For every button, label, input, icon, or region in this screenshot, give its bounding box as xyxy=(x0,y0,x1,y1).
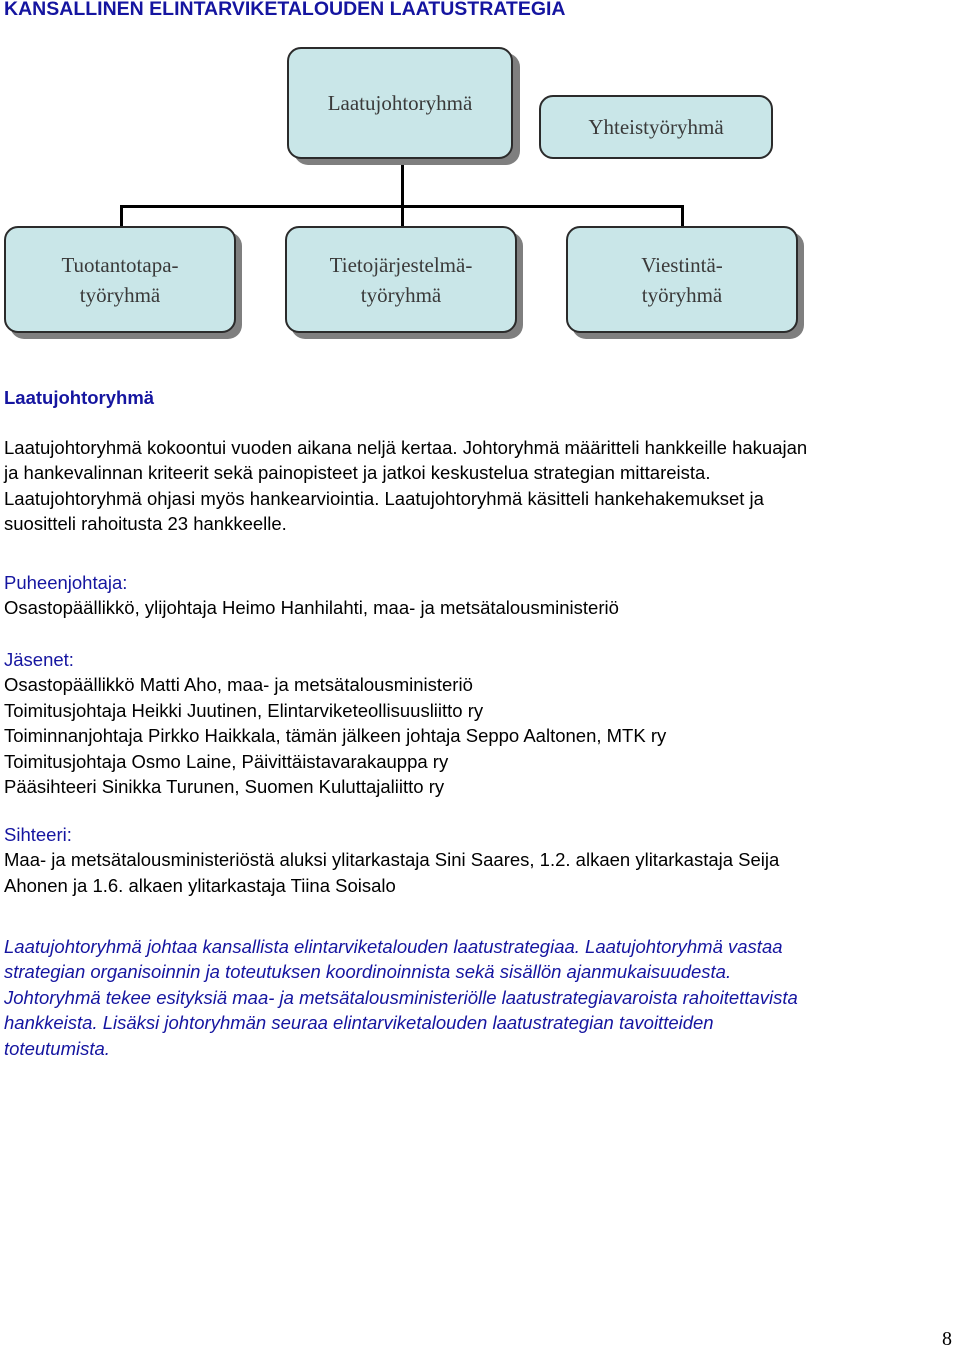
box-label: Laatujohtoryhmä xyxy=(327,91,473,115)
summary-line: toteutumista. xyxy=(4,1037,110,1059)
box-label-line1: Tietojärjestelmä- xyxy=(329,252,473,277)
box-tietojarjestelma xyxy=(285,226,517,333)
intro-line: Laatujohtoryhmä kokoontui vuoden aikana neljä kertaa. Johtoryhmä määritteli hankkeille hakuajan xyxy=(4,437,808,458)
intro-line: ja hankevalinnan kriteerit sekä painopisteet ja jatkoi keskustelua strategian mittareista. xyxy=(4,462,711,484)
summary-line: Johtoryhmä tekee esityksiä maa- ja metsätalousministeriölle laatustrategiavaroista rahoitettavista xyxy=(4,986,798,1008)
members-block xyxy=(4,647,666,799)
section-heading: Laatujohtoryhmä xyxy=(4,387,155,408)
chair-label: Puheenjohtaja: xyxy=(4,572,128,593)
summary-paragraph xyxy=(4,934,798,1061)
summary-line: strategian organisoinnin ja toteutuksen koordinoinnista sekä sisällön ajanmukaisuudesta. xyxy=(4,961,732,983)
chair-text: Osastopäällikkö, ylijohtaja Heimo Hanhilahti, maa- ja metsätalousministeriö xyxy=(4,597,619,619)
connector-right-vertical xyxy=(681,205,684,227)
member-line: Toimitusjohtaja Heikki Juutinen, Elintarviketeollisuusliitto ry xyxy=(4,699,484,721)
member-line: Toiminnanjohtaja Pirkko Haikkala, tämän jälkeen johtaja Seppo Aaltonen, MTK ry xyxy=(4,725,667,747)
box-laatujohtoryhma xyxy=(287,47,513,159)
box-viestinta xyxy=(566,226,798,333)
box-label: Yhteistyöryhmä xyxy=(588,115,724,139)
connector-middle-vertical xyxy=(401,205,404,227)
chair-block xyxy=(4,570,619,621)
summary-line: Laatujohtoryhmä johtaa kansallista elintarviketalouden laatustrategiaa. Laatujohtoryhmä vastaa xyxy=(4,936,783,957)
member-line: Osastopäällikkö Matti Aho, maa- ja metsätalousministeriö xyxy=(4,674,473,696)
org-chart xyxy=(0,0,960,345)
member-line: Toimitusjohtaja Osmo Laine, Päivittäistavarakauppa ry xyxy=(4,750,449,772)
intro-line: suositteli rahoitusta 23 hankkeelle. xyxy=(4,513,287,535)
box-label-line2: työryhmä xyxy=(641,282,723,307)
box-label-line2: työryhmä xyxy=(79,282,161,307)
members-label: Jäsenet: xyxy=(4,649,74,670)
page-number: 8 xyxy=(942,1328,952,1350)
secretary-line: Ahonen ja 1.6. alkaen ylitarkastaja Tiina Soisalo xyxy=(4,874,396,896)
box-tuotantotapa xyxy=(4,226,236,333)
connector-left-vertical xyxy=(120,205,123,227)
summary-line: hankkeista. Lisäksi johtoryhmän seuraa elintarviketalouden laatustrategian tavoitteiden xyxy=(4,1012,714,1034)
box-label-line2: työryhmä xyxy=(360,282,442,307)
page-title: KANSALLINEN ELINTARVIKETALOUDEN LAATUSTRATEGIA xyxy=(4,0,566,20)
box-yhteistyoryhma xyxy=(539,95,773,159)
secretary-line: Maa- ja metsätalousministeriöstä aluksi ylitarkastaja Sini Saares, 1.2. alkaen ylitarkastaja Seija xyxy=(4,849,780,871)
member-line: Pääsihteeri Sinikka Turunen, Suomen Kuluttajaliitto ry xyxy=(4,776,445,798)
secretary-block xyxy=(4,822,779,898)
secretary-label: Sihteeri: xyxy=(4,824,72,845)
intro-line: Laatujohtoryhmä ohjasi myös hankearviointia. Laatujohtoryhmä käsitteli hankehakemukset ja xyxy=(4,487,764,509)
intro-paragraph xyxy=(4,435,807,537)
box-label-line1: Tuotantotapa- xyxy=(61,252,179,277)
connector-top-vertical xyxy=(401,160,404,206)
box-label-line1: Viestintä- xyxy=(641,252,723,277)
